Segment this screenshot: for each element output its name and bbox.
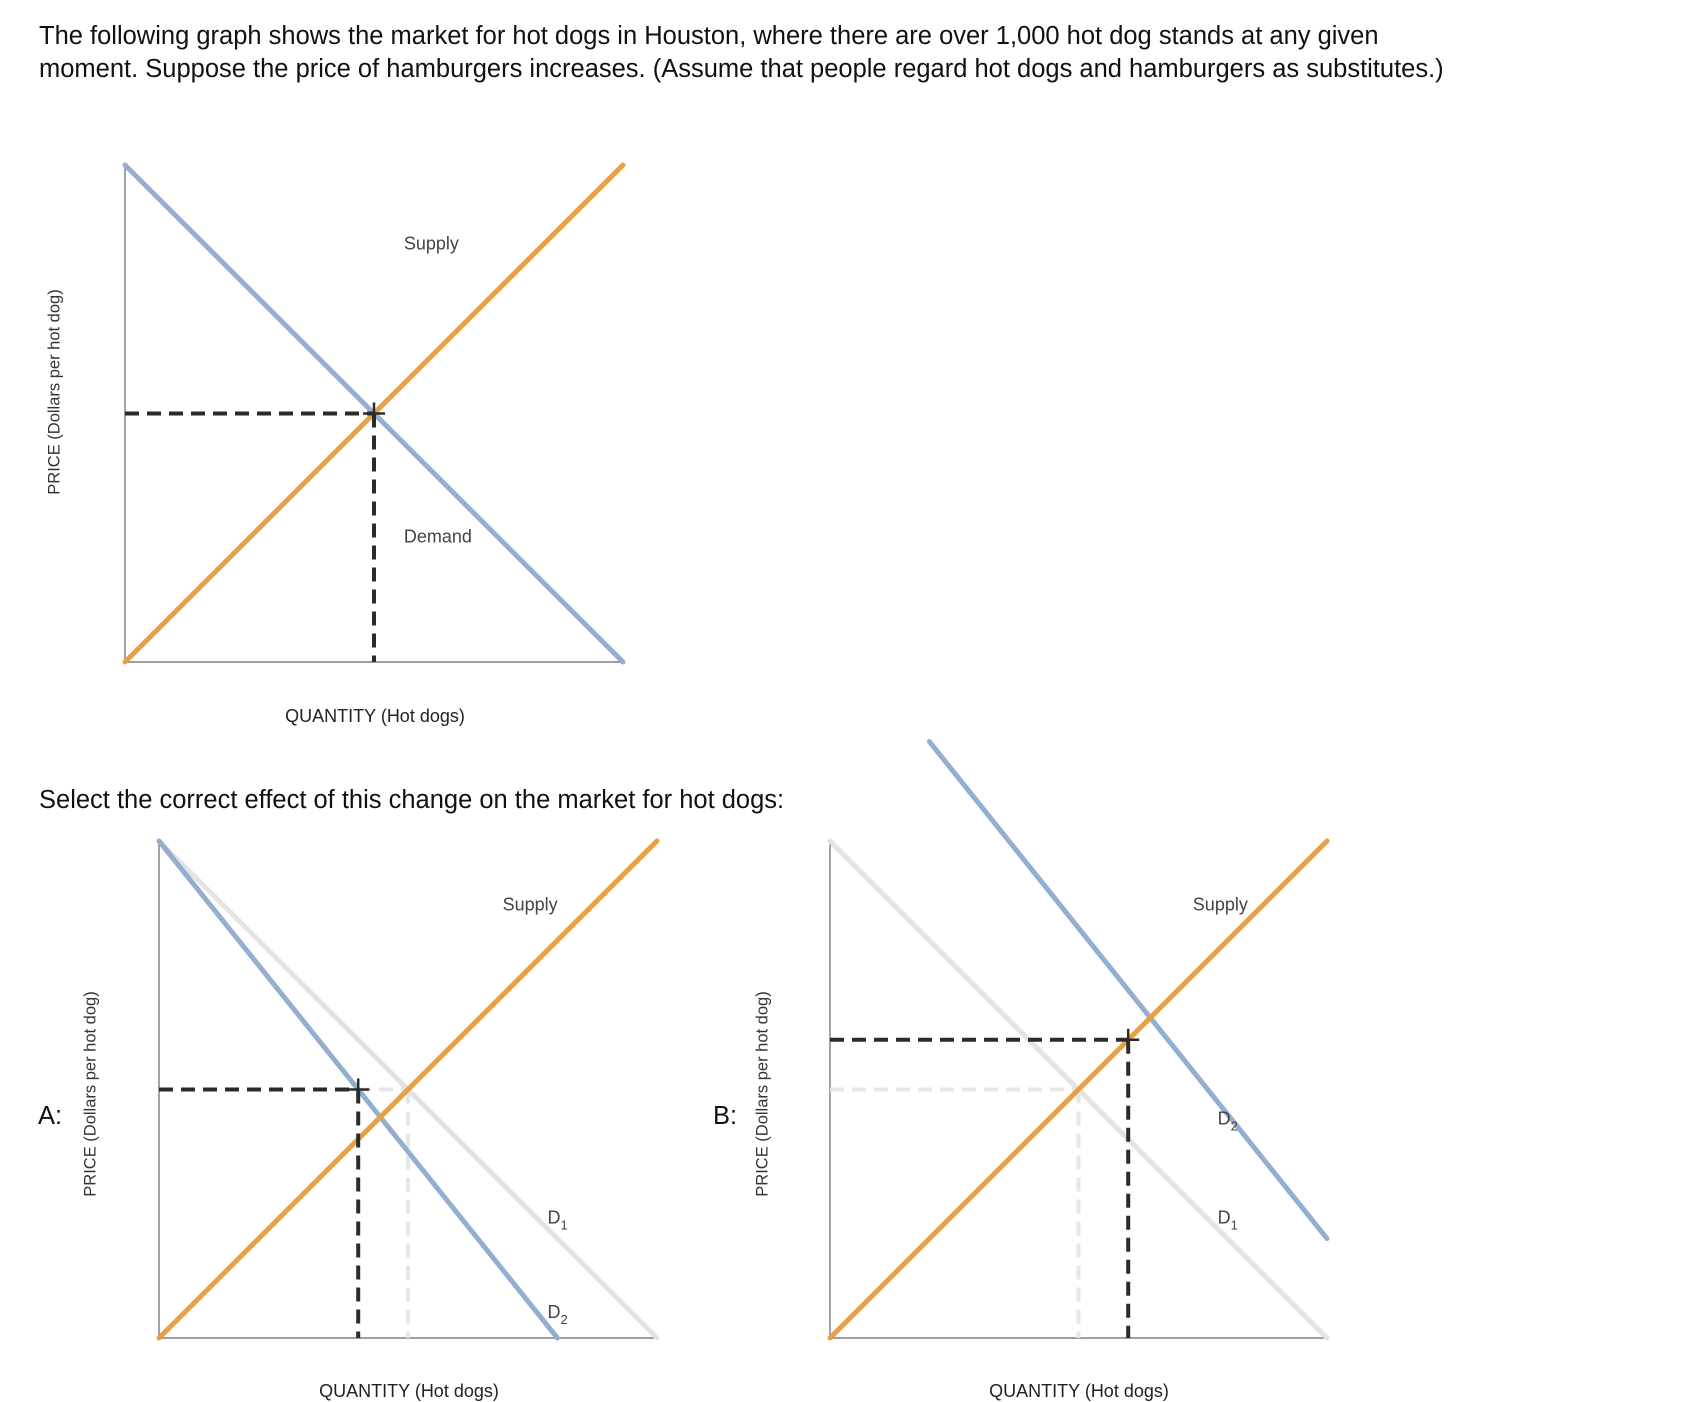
- option-a-d2-label-text: D: [547, 1302, 561, 1323]
- main-supply-label-text: Supply: [403, 233, 459, 254]
- option-b-y-axis-label: PRICE (Dollars per hot dog): [753, 991, 772, 1197]
- option-b-d2-curve: [929, 742, 1327, 1239]
- main-chart-y-axis-label: PRICE (Dollars per hot dog): [45, 289, 64, 495]
- option-a-label[interactable]: A:: [38, 1102, 63, 1130]
- option-a-supply-label-text: Supply: [502, 894, 558, 915]
- option-b-label[interactable]: B:: [713, 1102, 738, 1130]
- option-b-x-axis-label: QUANTITY (Hot dogs): [989, 1381, 1169, 1401]
- option-a-supply-label: [503, 895, 558, 915]
- main-chart-x-axis-label: QUANTITY (Hot dogs): [285, 706, 465, 726]
- option-b-d1-label-subscript: 1: [1230, 1217, 1238, 1233]
- intro-line-1: The following graph shows the market for hot dogs in Houston, where there are over 1,000 hot dog stands at any given: [39, 22, 1379, 50]
- main-supply-label: [404, 233, 459, 253]
- option-a-d1-label-text: D: [547, 1207, 561, 1228]
- option-a-d2-label-subscript: 2: [560, 1312, 568, 1328]
- intro-line-2: moment. Suppose the price of hamburgers increases. (Assume that people regard hot dogs and hamburgers as substitutes.): [39, 55, 1444, 83]
- question-prompt: Select the correct effect of this change on the market for hot dogs:: [39, 786, 785, 814]
- option-b-d1-label-text: D: [1217, 1207, 1231, 1228]
- option-b-d2-label: [1218, 1108, 1238, 1133]
- option-a-d1-label-subscript: 1: [560, 1217, 568, 1233]
- main-demand-label: [404, 527, 472, 547]
- option-b-d2-label-text: D: [1217, 1108, 1231, 1129]
- option-b-supply-label: [1193, 895, 1248, 915]
- option-b-supply-label-text: Supply: [1192, 894, 1248, 915]
- option-a-y-axis-label: PRICE (Dollars per hot dog): [81, 991, 100, 1197]
- option-b-plot: [830, 742, 1327, 1338]
- main-demand-label-text: Demand: [403, 526, 472, 547]
- main-plot: [125, 165, 623, 662]
- option-a-plot: [159, 841, 657, 1338]
- option-a-d2-label: [547, 1302, 567, 1327]
- option-b-d2-label-subscript: 2: [1230, 1118, 1238, 1134]
- option-a-x-axis-label: QUANTITY (Hot dogs): [319, 1381, 499, 1401]
